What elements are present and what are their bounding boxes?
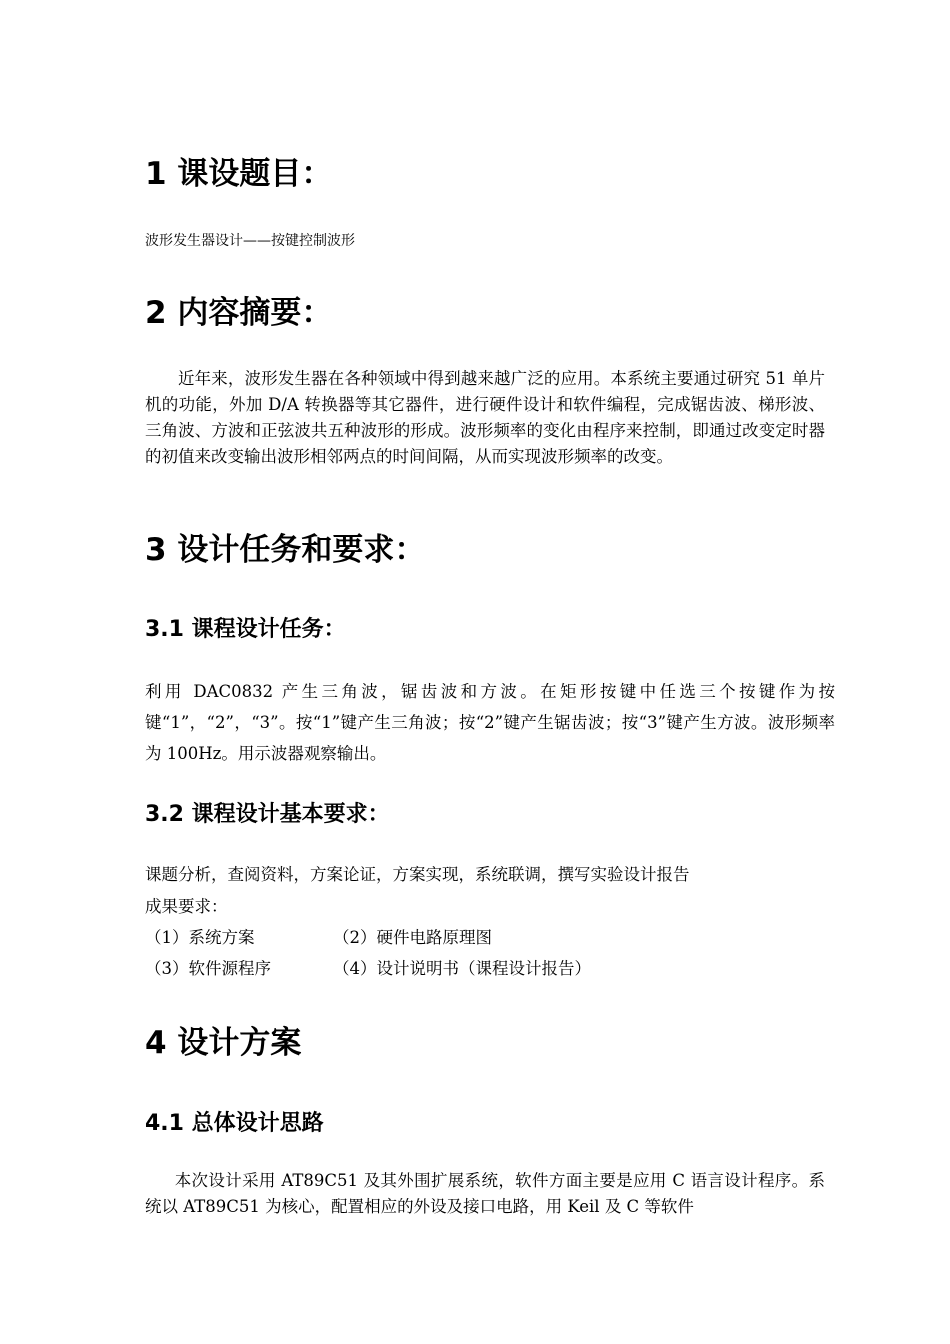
abstract-paragraph: 近年来，波形发生器在各种领域中得到越来越广泛的应用。本系统主要通过研究 51 单片机的功能，外加 D/A 转换器等其它器件，进行硬件设计和软件编程，完成锯齿波、梯形波、三角波、方波和正弦波共五种波形的形成。波形频率的变化由程序来控制，即通过改变定时器的初值来改变输出波形相邻两点的时间间隔，从而实现波形频率的改变。 bbox=[145, 369, 825, 466]
heading-course-task: 3.1 课程设计任务： bbox=[145, 617, 346, 642]
deliverable-item: （1）系统方案 bbox=[145, 928, 255, 947]
overall-design-paragraph: 本次设计采用 AT89C51 及其外围扩展系统，软件方面主要是应用 C 语言设计程序。系统以 AT89C51 为核心，配置相应的外设及接口电路，用 Keil 及 C 等软件 bbox=[145, 1171, 825, 1216]
heading-basic-requirements: 3.2 课程设计基本要求： bbox=[145, 802, 390, 827]
course-task-paragraph: 利用 DAC0832 产生三角波，锯齿波和方波。在矩形按键中任选三个按键作为按键“1”，“2”，“3”。按“1”键产生三角波；按“2”键产生锯齿波；按“3”键产生方波。波形频率为 100Hz。用示波器观察输出。 bbox=[145, 682, 835, 763]
deliverable-item: （3）软件源程序 bbox=[145, 959, 271, 978]
deliverable-item: （2）硬件电路原理图 bbox=[333, 928, 492, 947]
heading-course-topic: 1 课设题目： bbox=[145, 156, 333, 192]
heading-design-scheme: 4 设计方案 bbox=[145, 1025, 302, 1061]
heading-overall-design: 4.1 总体设计思路 bbox=[145, 1111, 324, 1136]
heading-tasks-requirements: 3 设计任务和要求： bbox=[145, 532, 426, 568]
heading-abstract: 2 内容摘要： bbox=[145, 295, 333, 331]
deliverable-item: （4）设计说明书（课程设计报告） bbox=[333, 959, 591, 978]
deliverables-label: 成果要求： bbox=[145, 897, 228, 916]
requirements-line: 课题分析，查阅资料，方案论证，方案实现，系统联调，撰写实验设计报告 bbox=[145, 865, 690, 884]
course-topic-title: 波形发生器设计——按键控制波形 bbox=[145, 233, 355, 249]
